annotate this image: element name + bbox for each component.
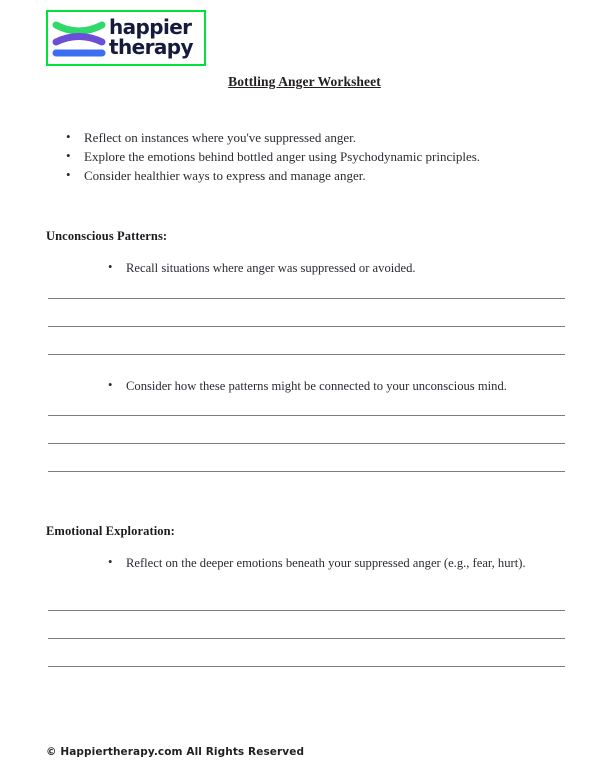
brand-logo xyxy=(46,10,206,66)
answer-line[interactable] xyxy=(48,443,565,444)
logo-waves-icon xyxy=(51,16,107,60)
prompt-deeper-emotions: • Reflect on the deeper emotions beneath your suppressed anger (e.g., fear, hurt). xyxy=(108,554,566,573)
answer-line[interactable] xyxy=(48,666,565,667)
footer-copyright: © Happiertherapy.com All Rights Reserved xyxy=(46,746,305,758)
answer-line[interactable] xyxy=(48,415,565,416)
answer-line[interactable] xyxy=(48,354,565,355)
list-item: • Consider healthier ways to express and manage anger. xyxy=(60,166,560,185)
answer-line[interactable] xyxy=(48,298,565,299)
section-heading-emotional-exploration: Emotional Exploration: xyxy=(46,524,175,538)
logo-wordmark-line1: happier xyxy=(109,15,192,40)
list-item: • Explore the emotions behind bottled anger using Psychodynamic principles. xyxy=(60,147,560,166)
intro-objectives-list xyxy=(60,128,560,185)
answer-line[interactable] xyxy=(48,638,565,639)
prompt-connected-to-unconscious: • Consider how these patterns might be connected to your unconscious mind. xyxy=(108,377,566,396)
answer-line[interactable] xyxy=(48,610,565,611)
prompt-recall-situations: • Recall situations where anger was suppressed or avoided. xyxy=(108,259,566,278)
page-title: Bottling Anger Worksheet xyxy=(228,74,381,89)
answer-line[interactable] xyxy=(48,326,565,327)
logo-wordmark xyxy=(109,15,193,59)
logo-wordmark-line2: therapy xyxy=(109,35,193,59)
section-heading-unconscious-patterns: Unconscious Patterns: xyxy=(46,229,168,243)
answer-line[interactable] xyxy=(48,471,565,472)
list-item: • Reflect on instances where you've suppressed anger. xyxy=(60,128,560,147)
